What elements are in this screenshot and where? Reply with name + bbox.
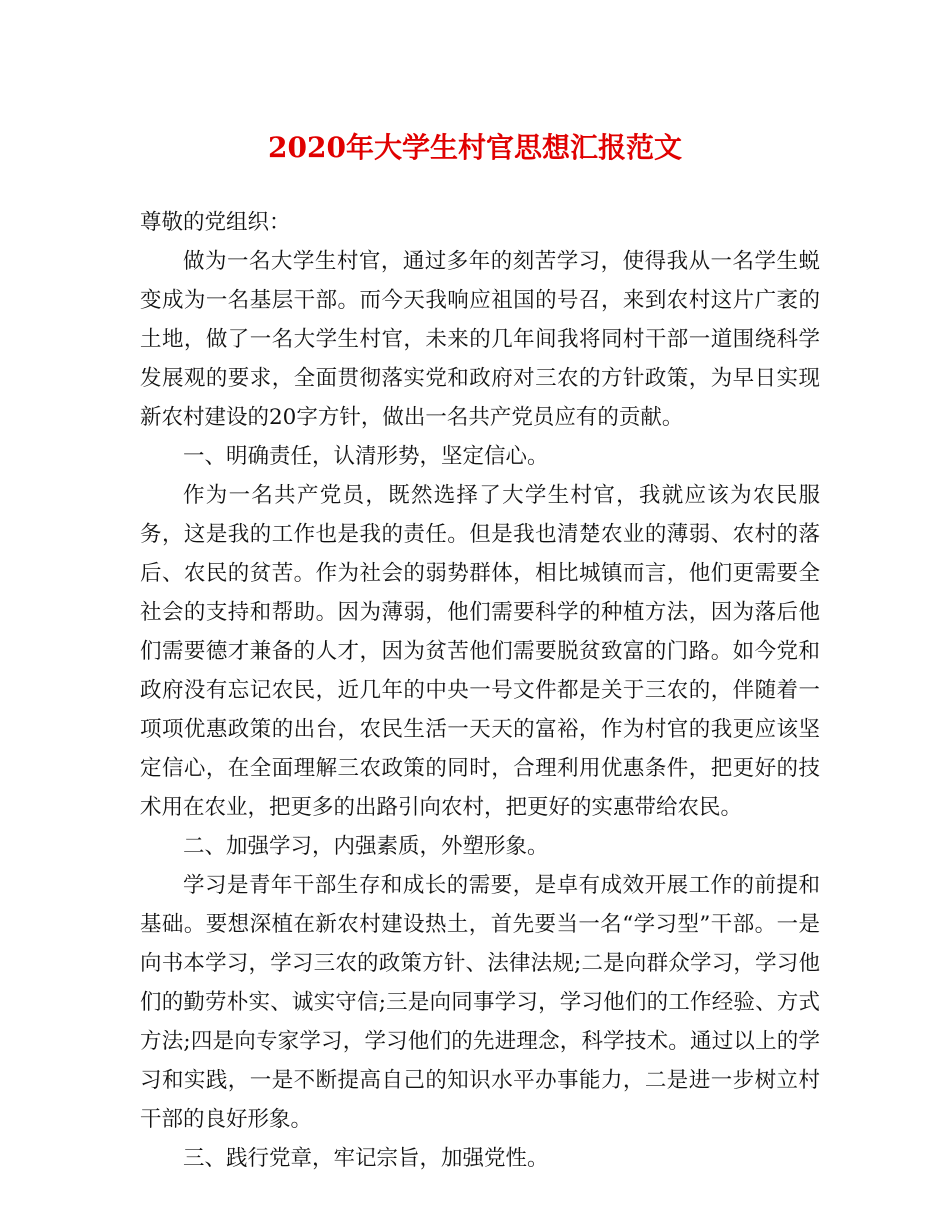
document-body — [140, 203, 820, 1178]
section-heading-1: 一、明确责任，认清形势，坚定信心。 — [183, 444, 549, 469]
paragraph-section-1: 作为一名共产党员，既然选择了大学生村官，我就应该为农民服务，这是我的工作也是我的责任。但是我也清楚农业的薄弱、农村的落后、农民的贫苦。作为社会的弱势群体，相比城镇而言，他们更需要全社会的支持和帮助。因为薄弱，他们需要科学的种植方法，因为落后他们需要德才兼备的人才，因为贫苦他们需要脱贫致富的门路。如今党和政府没有忘记农民，近几年的中央一号文件都是关于三农的，伴随着一项项优惠政策的出台，农民生活一天天的富裕，作为村官的我更应该坚定信心，在全面理解三农政策的同时，合理利用优惠条件，把更好的技术用在农业，把更多的出路引向农村，把更好的实惠带给农民。 — [140, 483, 820, 820]
document-title: 2020年大学生村官思想汇报范文 — [268, 131, 682, 164]
paragraph-section-2: 学习是青年干部生存和成长的需要，是卓有成效开展工作的前提和基础。要想深植在新农村建设热土，首先要当一名“学习型”干部。一是向书本学习，学习三农的政策方针、法律法规;二是向群众学习，学习他们的勤劳朴实、诚实守信;三是向同事学习，学习他们的工作经验、方式方法;四是向专家学习，学习他们的先进理念，科学技术。通过以上的学习和实践，一是不断提高自己的知识水平办事能力，二是进一步树立村干部的良好形象。 — [140, 873, 820, 1132]
salutation: 尊敬的党组织： — [140, 210, 291, 235]
section-heading-2: 二、加强学习，内强素质，外塑形象。 — [183, 834, 549, 859]
section-heading-3: 三、践行党章，牢记宗旨，加强党性。 — [183, 1146, 549, 1171]
paragraph-intro: 做为一名大学生村官，通过多年的刻苦学习，使得我从一名学生蜕变成为一名基层干部。而今天我响应祖国的号召，来到农村这片广袤的土地，做了一名大学生村官，未来的几年间我将同村干部一道围绕科学发展观的要求，全面贯彻落实党和政府对三农的方针政策，为早日实现新农村建设的20字方针，做出一名共产党员应有的贡献。 — [140, 249, 820, 430]
